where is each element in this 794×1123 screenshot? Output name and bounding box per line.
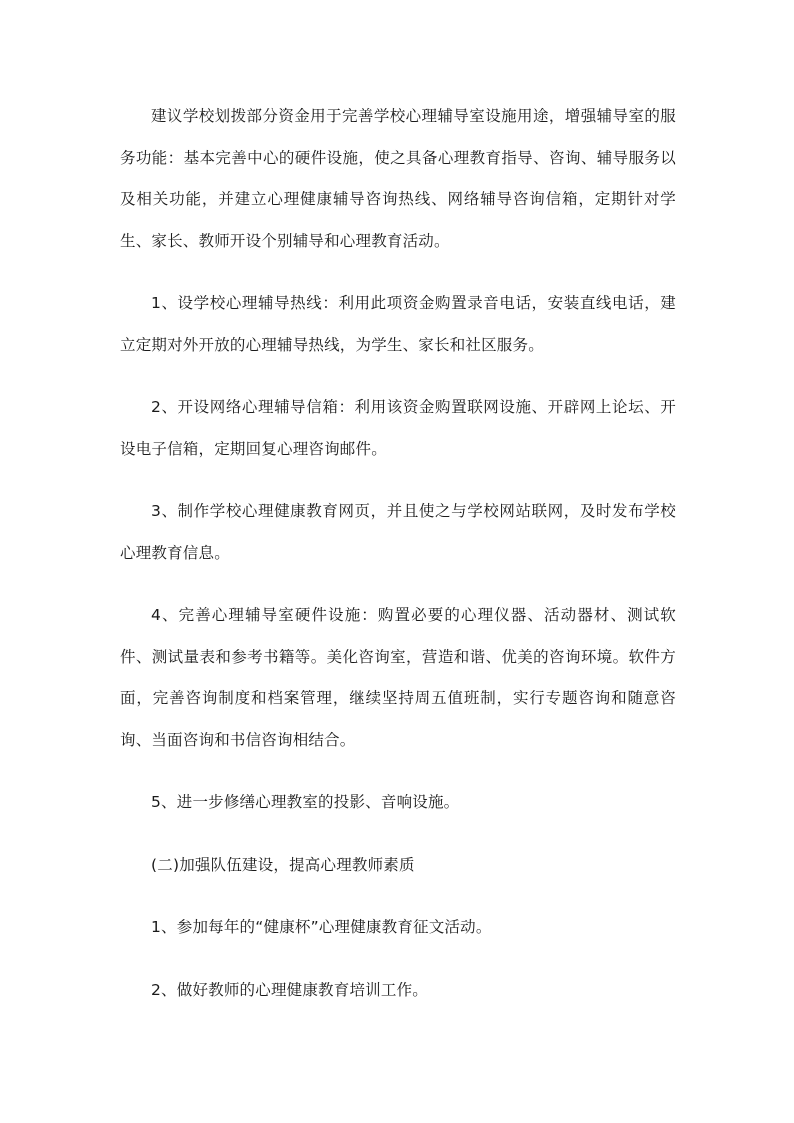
document-page <box>120 96 676 1032</box>
paragraph-team-item-2: 2、做好教师的心理健康教育培训工作。 <box>151 980 428 999</box>
paragraph-item-5-facilities: 5、进一步修缮心理教室的投影、音响设施。 <box>151 793 460 811</box>
paragraph-item-2-mailbox: 2、开设网络心理辅导信箱：利用该资金购置联网设施、开辟网上论坛、开设电子信箱，定期回复心理咨询邮件。 <box>120 398 676 458</box>
paragraph-item-4-hardware: 4、完善心理辅导室硬件设施：购置必要的心理仪器、活动器材、测试软件、测试量表和参考书籍等。美化咨询室，营造和谐、优美的咨询环境。软件方面，完善咨询制度和档案管理，继续坚持周五值班制，实行专题咨询和随意咨询、当面咨询和书信咨询相结合。 <box>120 606 676 749</box>
paragraph-team-item-1: 1、参加每年的“健康杯”心理健康教育征文活动。 <box>151 918 492 936</box>
section-heading-team: (二)加强队伍建设，提高心理教师素质 <box>151 855 415 874</box>
paragraph-item-1-hotline: 1、设学校心理辅导热线：利用此项资金购置录音电话，安装直线电话，建立定期对外开放的心理辅导热线，为学生、家长和社区服务。 <box>120 294 676 354</box>
paragraph-item-3-webpage: 3、制作学校心理健康教育网页，并且使之与学校网站联网，及时发布学校心理教育信息。 <box>120 502 676 562</box>
paragraph-intro: 建议学校划拨部分资金用于完善学校心理辅导室设施用途，增强辅导室的服务功能：基本完善中心的硬件设施，使之具备心理教育指导、咨询、辅导服务以及相关功能，并建立心理健康辅导咨询热线、网络辅导咨询信箱，定期针对学生、家长、教师开设个别辅导和心理教育活动。 <box>120 107 676 250</box>
